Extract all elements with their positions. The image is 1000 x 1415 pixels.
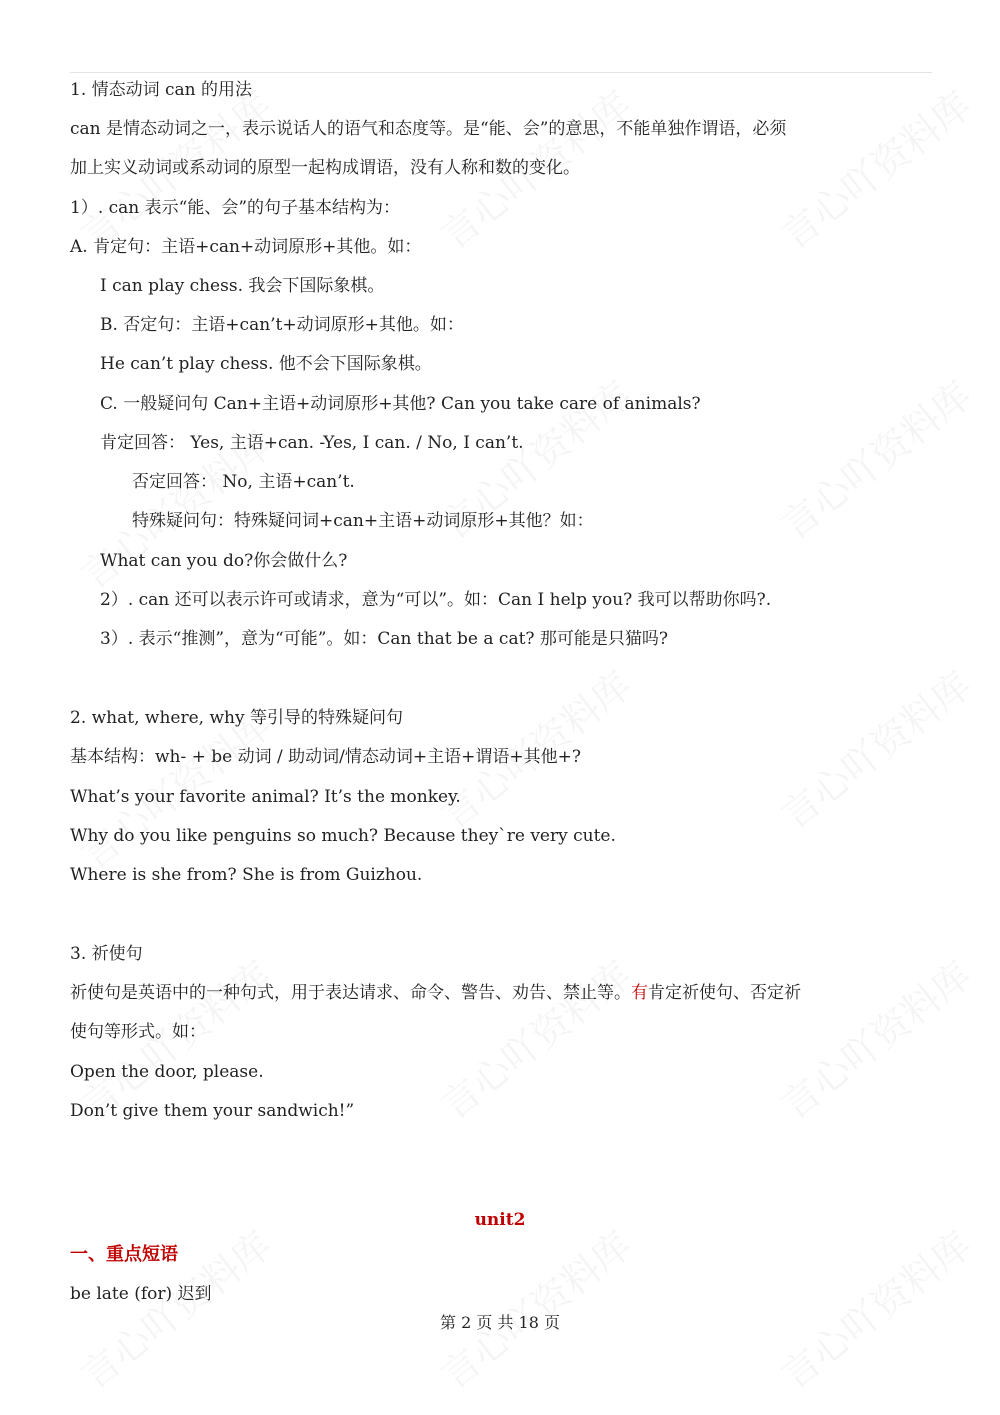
negative-example: He can’t play chess. 他不会下国际象棋。 (100, 354, 432, 374)
top-divider (70, 72, 932, 73)
yes-answer: 肯定回答： Yes, 主语+can. -Yes, I can. / No, I can’t. (100, 433, 524, 453)
affirmative-example: I can play chess. 我会下国际象棋。 (100, 276, 385, 296)
section3-heading: 3. 祈使句 (70, 944, 143, 964)
section2-example3: Where is she from? She is from Guizhou. (70, 865, 423, 885)
watermark (767, 76, 981, 260)
section2-structure: 基本结构：wh- + be 动词 / 助动词/情态动词+主语+谓语+其他+? (70, 747, 581, 767)
section2-example2: Why do you like penguins so much? Because they`re very cute. (70, 826, 616, 846)
special-question-example: What can you do?你会做什么? (100, 551, 348, 571)
section2-heading: 2. what, where, why 等引导的特殊疑问句 (70, 708, 403, 728)
section1-sub2: 2）. can 还可以表示许可或请求，意为“可以”。如：Can I help you? 我可以帮助你吗?. (100, 590, 772, 610)
section3-text-end: 肯定祈使句、否定祈 (648, 983, 801, 1003)
negative-label: B. 否定句：主语+can’t+动词原形+其他。如： (100, 315, 464, 335)
section1-intro-line2: 加上实义动词或系动词的原型一起构成谓语，没有人称和数的变化。 (70, 158, 580, 178)
section3-text-line1 (70, 981, 801, 1005)
question-label: C. 一般疑问句 Can+主语+动词原形+其他? Can you take care of animals? (100, 394, 701, 414)
section3-example2: Don’t give them your sandwich!” (70, 1101, 355, 1121)
watermark (767, 656, 981, 840)
section3-example1: Open the door, please. (70, 1062, 264, 1082)
page-number: 第 2 页 共 18 页 (440, 1313, 560, 1332)
watermark (767, 946, 981, 1130)
watermark (427, 1216, 641, 1400)
affirmative-label: A. 肯定句：主语+can+动词原形+其他。如： (70, 237, 422, 257)
watermark (767, 366, 981, 550)
watermark (427, 946, 641, 1130)
watermark (767, 1216, 981, 1400)
highlighted-word: 有 (631, 983, 648, 1003)
section1-sub3: 3）. 表示“推测”，意为“可能”。如：Can that be a cat? 那可能是只猫吗? (100, 629, 669, 649)
phrase-item: be late (for) 迟到 (70, 1284, 212, 1304)
special-question-label: 特殊疑问句：特殊疑问词+can+主语+动词原形+其他？如： (132, 511, 594, 531)
section3-text-line2: 使句等形式。如： (70, 1022, 206, 1042)
unit-title: unit2 (474, 1210, 526, 1230)
no-answer: 否定回答： No, 主语+can’t. (132, 472, 355, 492)
section1-intro-line1: can 是情态动词之一，表示说话人的语气和态度等。是“能、会”的意思，不能单独作谓语，必须 (70, 119, 787, 139)
section1-sub1: 1）. can 表示“能、会”的句子基本结构为： (70, 198, 401, 218)
section1-heading: 1. 情态动词 can 的用法 (70, 80, 253, 100)
key-phrases-heading: 一、重点短语 (70, 1244, 178, 1265)
section2-example1: What’s your favorite animal? It’s the monkey. (70, 787, 461, 807)
section3-text-start: 祈使句是英语中的一种句式，用于表达请求、命令、警告、劝告、禁止等。 (70, 983, 631, 1003)
